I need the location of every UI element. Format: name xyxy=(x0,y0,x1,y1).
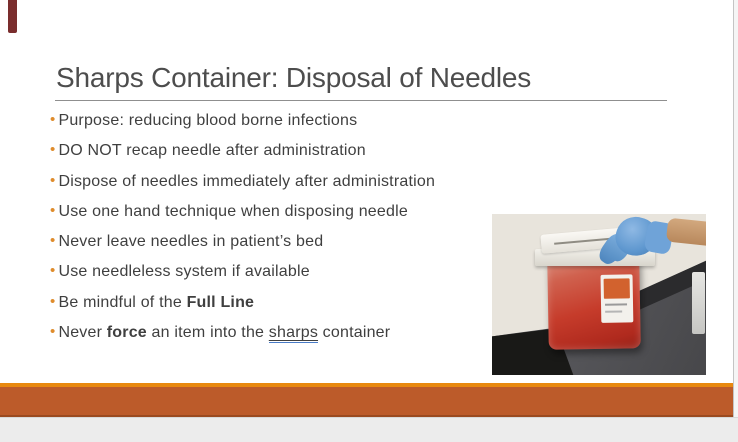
photo-container-label xyxy=(601,275,633,323)
photo-wall-box xyxy=(692,272,705,334)
bullet-text: Never leave needles in patient’s bed xyxy=(58,233,324,251)
top-left-accent-mark xyxy=(8,0,17,33)
slide-title: Sharps Container: Disposal of Needles xyxy=(56,62,532,93)
bullet-icon: • xyxy=(50,141,56,159)
bullet-item xyxy=(50,106,435,136)
bullet-text: Purpose: reducing blood borne infections xyxy=(58,112,358,129)
bullet-text: DO NOT recap needle after administration xyxy=(58,142,366,160)
bullet-item xyxy=(50,197,435,227)
photo-label-text-line xyxy=(605,311,622,313)
bullet-icon: • xyxy=(50,262,56,280)
photo-biohazard-panel xyxy=(603,279,630,299)
bullet-item xyxy=(50,227,435,257)
bullet-text: Dispose of needles immediately after administration xyxy=(58,172,436,190)
bullet-text: an item into the xyxy=(146,324,269,342)
workspace-right-margin xyxy=(734,0,738,417)
bullet-icon: • xyxy=(50,323,56,341)
photo-arm xyxy=(666,218,706,247)
bullet-item xyxy=(50,318,435,348)
bullet-list xyxy=(50,106,435,348)
bullet-item xyxy=(50,257,435,287)
title-underline xyxy=(55,100,667,101)
bullet-text: Use one hand technique when disposing needle xyxy=(58,202,408,220)
bullet-icon: • xyxy=(50,171,56,189)
bullet-text-bold: force xyxy=(106,324,147,342)
bullet-text: Use needleless system if available xyxy=(58,263,310,281)
bullet-text: Be mindful of the xyxy=(58,293,187,311)
bullet-text: container xyxy=(318,324,391,342)
bullet-item xyxy=(50,167,435,197)
bullet-text: Never xyxy=(58,324,107,342)
bullet-text-bold: Full Line xyxy=(186,293,255,311)
bullet-icon: • xyxy=(50,232,56,250)
bullet-text-underlined: sharps xyxy=(268,324,319,342)
bullet-item xyxy=(50,136,435,166)
bullet-icon: • xyxy=(50,201,56,219)
footer-orange-band xyxy=(0,387,733,415)
photo-label-text-line xyxy=(605,304,627,306)
photo-container-body xyxy=(547,257,641,350)
workspace-bottom-margin xyxy=(0,417,738,442)
bullet-icon: • xyxy=(50,292,56,310)
bullet-item xyxy=(50,288,435,318)
sharps-container-photo xyxy=(492,214,706,375)
bullet-icon: • xyxy=(50,111,56,128)
